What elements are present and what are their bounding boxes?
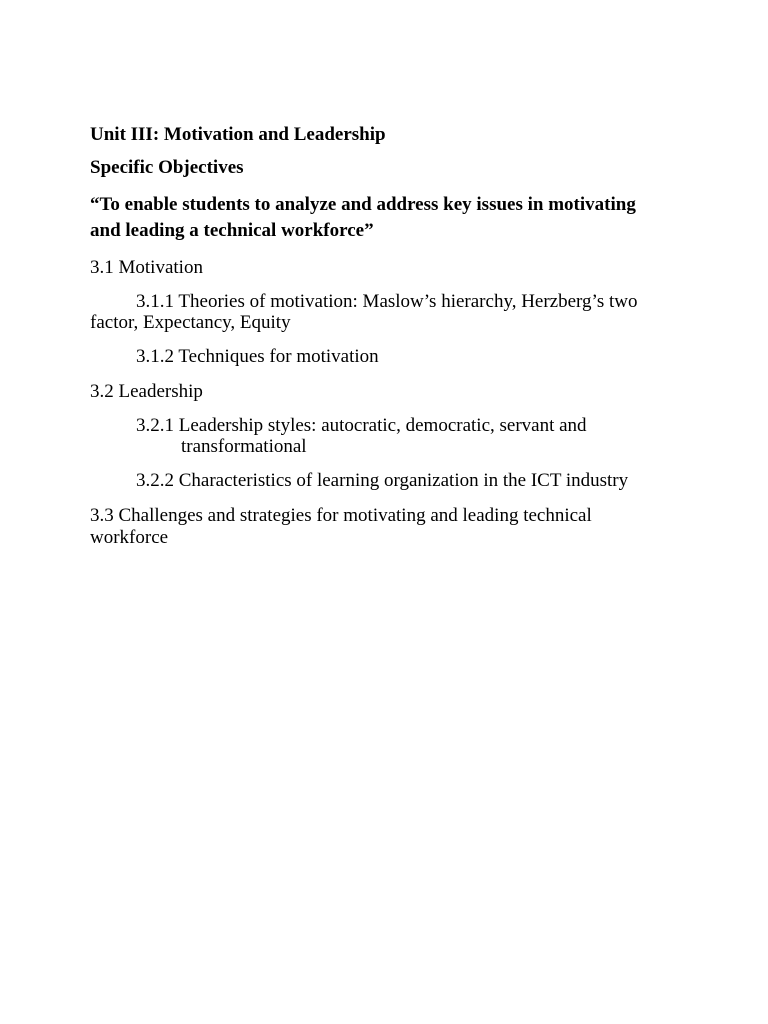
section-3-3-line-1: 3.3 Challenges and strategies for motivating and leading technical	[90, 505, 592, 526]
objective-statement-line-2: and leading a technical workforce”	[90, 220, 374, 241]
section-3-2-heading: 3.2 Leadership	[90, 381, 203, 402]
section-3-3-line-2: workforce	[90, 527, 169, 548]
objectives-heading: Specific Objectives	[90, 157, 244, 178]
section-3-1-heading: 3.1 Motivation	[90, 257, 203, 278]
section-3-1-1-line-2: factor, Expectancy, Equity	[90, 312, 291, 333]
section-3-1-2: 3.1.2 Techniques for motivation	[136, 346, 379, 367]
section-3-1-1-line-1: 3.1.1 Theories of motivation: Maslow’s hierarchy, Herzberg’s two	[136, 291, 638, 312]
section-3-2-1-line-2: transformational	[181, 436, 307, 457]
objective-statement-line-1: “To enable students to analyze and address key issues in motivating	[90, 194, 636, 215]
section-3-2-1-line-1: 3.2.1 Leadership styles: autocratic, democratic, servant and	[136, 415, 587, 436]
unit-title: Unit III: Motivation and Leadership	[90, 124, 386, 145]
section-3-2-2: 3.2.2 Characteristics of learning organization in the ICT industry	[136, 470, 629, 491]
